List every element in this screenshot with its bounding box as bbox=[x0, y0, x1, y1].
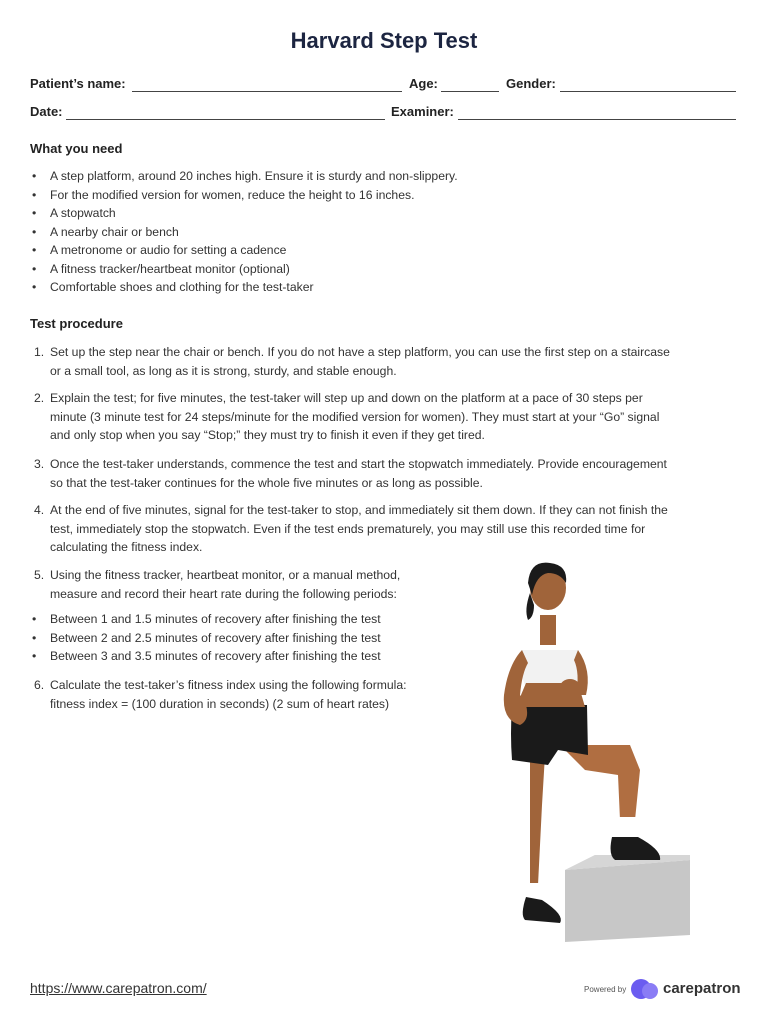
list-item: • Comfortable shoes and clothing for the test-taker bbox=[32, 280, 314, 294]
procedure-step-4: 4. At the end of five minutes, signal for the test-taker to stop, and immediately sit them down. If they can not finish the test, immediately stop the stopwatch. Even if the test ends prematurely, you may still use this recorded time for calculating the fitness index. bbox=[34, 503, 668, 554]
list-item: • Between 1 and 1.5 minutes of recovery after finishing the test bbox=[32, 612, 381, 626]
procedure-step-6: 6. Calculate the test-taker’s fitness index using the following formula: fitness index = (100 duration in seconds) (2 sum of heart rates) bbox=[34, 678, 407, 711]
list-item: • A fitness tracker/heartbeat monitor (optional) bbox=[32, 261, 290, 276]
procedure-step-1: 1. Set up the step near the chair or bench. If you do not have a step platform, you can use the first step on a staircase or a small tool, as long as it is strong, sturdy, and stable enough. bbox=[34, 345, 670, 378]
procedure-step-2: 2. Explain the test; for five minutes, the test-taker will step up and down on the platform at a pace of 30 steps per minute (3 minute test for 24 steps/minute for the modified version for women). They must start at your “Go” signal and only stop when you say “Stop;” they must try to finish it even if they get tired. bbox=[34, 391, 660, 442]
test-procedure-heading: Test procedure bbox=[30, 316, 123, 331]
gender-label: Gender: bbox=[506, 76, 556, 91]
date-examiner-row bbox=[30, 104, 738, 124]
list-item: • For the modified version for women, reduce the height to 16 inches. bbox=[32, 187, 415, 202]
list-item: • Between 3 and 3.5 minutes of recovery after finishing the test bbox=[32, 649, 381, 663]
list-item: • A stopwatch bbox=[32, 206, 116, 220]
carepatron-url-link[interactable]: https://www.carepatron.com/ bbox=[30, 980, 207, 996]
patient-info-row bbox=[30, 76, 738, 96]
patient-name-label: Patient’s name: bbox=[30, 76, 126, 91]
woman-step-test-illustration bbox=[490, 555, 705, 950]
list-item: • Between 2 and 2.5 minutes of recovery after finishing the test bbox=[32, 630, 381, 645]
age-label: Age: bbox=[409, 76, 438, 91]
patient-name-field[interactable] bbox=[132, 91, 402, 92]
what-you-need-list bbox=[30, 167, 458, 297]
age-field[interactable] bbox=[441, 91, 499, 92]
date-field[interactable] bbox=[66, 119, 385, 120]
examiner-label: Examiner: bbox=[391, 104, 454, 119]
page-title: Harvard Step Test bbox=[290, 28, 478, 53]
date-label: Date: bbox=[30, 104, 63, 119]
gender-field[interactable] bbox=[560, 91, 736, 92]
examiner-field[interactable] bbox=[458, 119, 736, 120]
carepatron-logo-icon bbox=[630, 978, 660, 1000]
powered-by-text: Powered by bbox=[584, 985, 627, 994]
list-item: • A nearby chair or bench bbox=[32, 224, 179, 239]
carepatron-brand-name: carepatron bbox=[663, 980, 741, 997]
what-you-need-heading: What you need bbox=[30, 141, 123, 156]
list-item: • A step platform, around 20 inches high. Ensure it is sturdy and non-slippery. bbox=[32, 169, 458, 183]
procedure-step-5: 5. Using the fitness tracker, heartbeat monitor, or a manual method, measure and record their heart rate during the following periods: bbox=[34, 568, 401, 601]
procedure-step-3: 3. Once the test-taker understands, commence the test and start the stopwatch immediately. Provide encouragement so that the test-taker continues for the whole five minutes or as long as possible. bbox=[34, 457, 667, 490]
recovery-periods-list bbox=[30, 610, 381, 666]
list-item: • A metronome or audio for setting a cadence bbox=[32, 243, 287, 257]
